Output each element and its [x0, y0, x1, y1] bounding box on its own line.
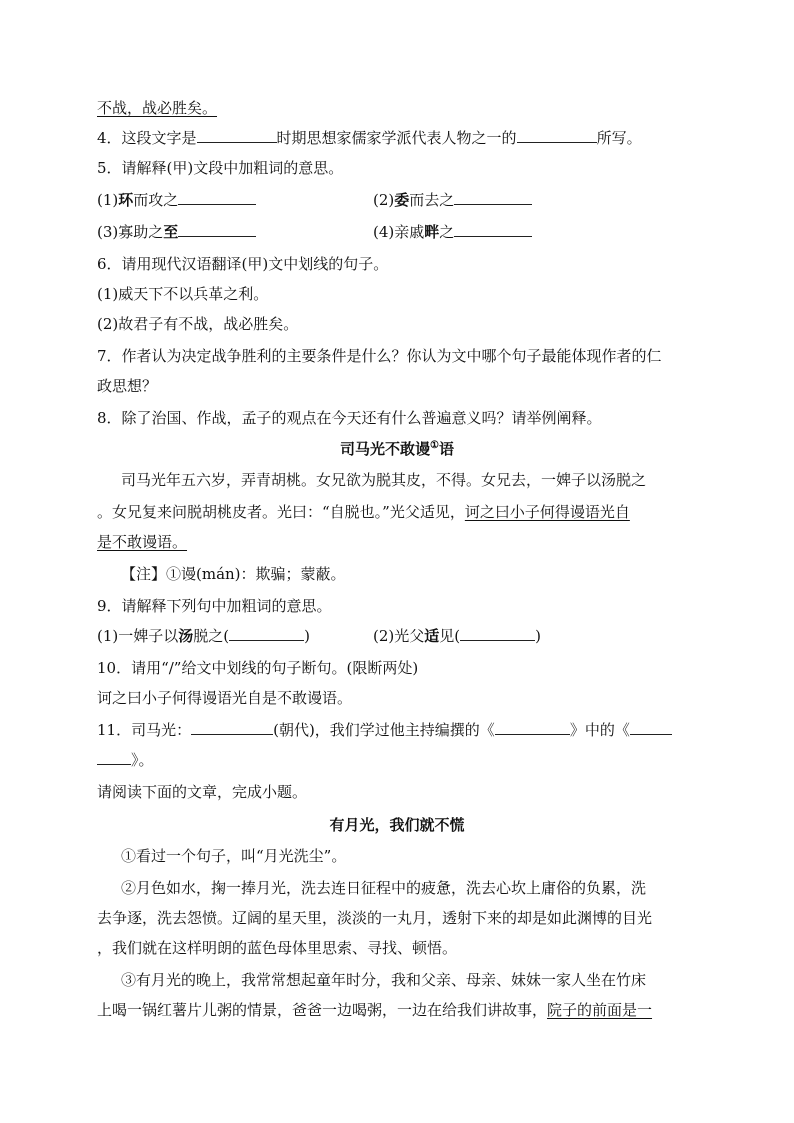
question-5-item-4: (4)亲戚畔之 [373, 222, 532, 242]
passage-line [97, 532, 187, 552]
question-9: 9．请解释下列句中加粗词的意思。 [97, 597, 332, 615]
passage-title: 司马光不敢谩①语 [340, 440, 454, 458]
question-5-item-1: (1)环而攻之 [97, 190, 256, 210]
article-paragraph-1: ①看过一个句子，叫“月光洗尘”。 [121, 847, 347, 865]
answer-blank[interactable] [229, 626, 304, 641]
question-10: 10．请用“/”给文中划线的句子断句。(限断两处) [97, 659, 419, 677]
question-5-item-3: (3)寡助之至 [97, 222, 256, 242]
question-9-item-2: (2)光父适见( ) [373, 627, 541, 645]
article-paragraph-2: ②月色如水，掬一捧月光，洗去连日征程中的疲惫，洗去心坎上庸俗的负累，洗 [121, 879, 647, 897]
underlined-sentence: 不战，战必胜矣。 [97, 99, 218, 117]
question-6: 6．请用现代汉语翻译(甲)文中划线的句子。 [97, 255, 389, 273]
answer-blank[interactable] [191, 720, 273, 735]
question-5-item-2: (2)委而去之 [373, 190, 532, 210]
underlined-sentence: 是不敢谩语。 [97, 533, 188, 551]
text-line [97, 98, 217, 118]
underlined-sentence: 院子的前面是一 [547, 1001, 653, 1019]
question-5: 5．请解释(甲)文段中加粗词的意思。 [97, 159, 344, 177]
question-7-cont: 政思想？ [97, 377, 158, 395]
footnote: 【注】①谩(mán)：欺骗；蒙蔽。 [121, 565, 346, 583]
question-6-item-1: (1)威天下不以兵革之利。 [97, 285, 269, 303]
article-paragraph-3: ③有月光的晚上，我常常想起童年时分，我和父亲、母亲、妹妹一家人坐在竹床 [121, 971, 647, 989]
answer-blank[interactable] [97, 750, 131, 765]
answer-blank[interactable] [454, 190, 532, 205]
article-title: 有月光，我们就不慌 [329, 816, 465, 834]
answer-blank[interactable] [495, 720, 570, 735]
answer-blank[interactable] [178, 190, 256, 205]
answer-blank[interactable] [454, 222, 532, 237]
question-9-item-1: (1)一婢子以汤脱之( ) [97, 627, 310, 645]
question-4: 4．这段文字是 时期思想家儒家学派代表人物之一的 所写。 [97, 129, 642, 147]
reading-instruction: 请阅读下面的文章，完成小题。 [97, 783, 308, 801]
answer-blank[interactable] [630, 720, 672, 735]
question-11: 11．司马光： (朝代)，我们学过他主持编撰的《 》中的《 [97, 720, 672, 740]
underlined-sentence: 诃之曰小子何得谩语光自 [464, 503, 630, 521]
article-paragraph-2-line: 去争逐，洗去怨愤。辽阔的星天里，淡淡的一丸月，透射下来的却是如此渊博的目光 [97, 909, 653, 927]
answer-blank[interactable] [178, 222, 256, 237]
question-7: 7．作者认为决定战争胜利的主要条件是什么？你认为文中哪个句子最能体现作者的仁 [97, 347, 662, 365]
answer-blank[interactable] [197, 128, 277, 143]
article-paragraph-2-line: ，我们就在这样明朗的蓝色母体里思索、寻找、顿悟。 [97, 939, 458, 957]
question-8: 8．除了治国、作战，孟子的观点在今天还有什么普遍意义吗？请举例阐释。 [97, 409, 602, 427]
question-10-sentence: 诃之曰小子何得谩语光自是不敢谩语。 [97, 689, 353, 707]
question-11-cont: 》。 [97, 750, 154, 770]
passage-line: 。女兄复来问脱胡桃皮者。光曰：“自脱也。”光父适见，诃之曰小子何得谩语光自 [97, 503, 630, 521]
passage-line: 司马光年五六岁，弄青胡桃。女兄欲为脱其皮，不得。女兄去，一婢子以汤脱之 [121, 471, 647, 489]
article-paragraph-3-line: 上喝一锅红薯片儿粥的情景，爸爸一边喝粥，一边在给我们讲故事，院子的前面是一 [97, 1001, 653, 1019]
answer-blank[interactable] [517, 128, 597, 143]
question-6-item-2: (2)故君子有不战，战必胜矣。 [97, 315, 299, 333]
answer-blank[interactable] [460, 626, 535, 641]
